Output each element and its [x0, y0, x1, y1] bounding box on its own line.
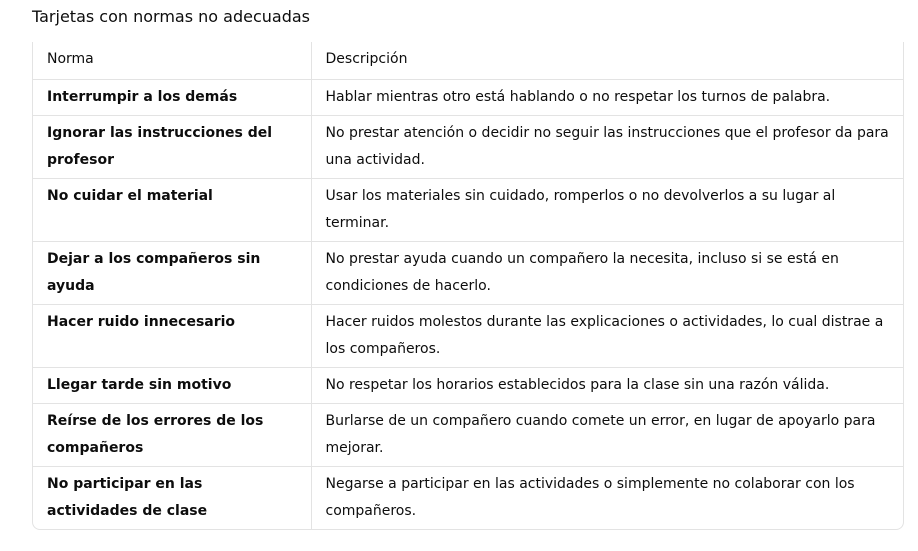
table-row [33, 467, 903, 530]
table-row [33, 179, 903, 242]
description-cell: Burlarse de un compañero cuando comete un error, en lugar de apoyarlo para mejorar. [311, 404, 903, 467]
norm-cell: No participar en las actividades de clase [33, 467, 311, 530]
norm-cell: Hacer ruido innecesario [33, 305, 311, 368]
table-header-row [33, 42, 903, 80]
description-cell: No prestar ayuda cuando un compañero la necesita, incluso si se está en condiciones de hacerlo. [311, 242, 903, 305]
column-header-descripcion: Descripción [311, 42, 903, 80]
norm-cell: Dejar a los compañeros sin ayuda [33, 242, 311, 305]
page-title: Tarjetas con normas no adecuadas [32, 7, 311, 26]
table-row [33, 404, 903, 467]
table-row [33, 242, 903, 305]
table-row [33, 80, 903, 116]
description-cell: Hablar mientras otro está hablando o no respetar los turnos de palabra. [311, 80, 903, 116]
norm-cell: Llegar tarde sin motivo [33, 368, 311, 404]
column-header-norma: Norma [33, 42, 311, 80]
table-row [33, 116, 903, 179]
description-cell: No respetar los horarios establecidos para la clase sin una razón válida. [311, 368, 903, 404]
description-cell: Usar los materiales sin cuidado, romperlos o no devolverlos a su lugar al terminar. [311, 179, 903, 242]
norm-cell: Interrumpir a los demás [33, 80, 311, 116]
table-row [33, 368, 903, 404]
norm-cell: No cuidar el material [33, 179, 311, 242]
description-cell: Negarse a participar en las actividades o simplemente no colaborar con los compañeros. [325, 476, 855, 519]
norms-table [33, 42, 903, 529]
norms-table-container [32, 42, 904, 530]
norm-cell: Ignorar las instrucciones del profesor [33, 116, 311, 179]
description-cell: No prestar atención o decidir no seguir las instrucciones que el profesor da para una actividad. [311, 116, 903, 179]
table-row [33, 305, 903, 368]
description-cell: Hacer ruidos molestos durante las explicaciones o actividades, lo cual distrae a los compañeros. [311, 305, 903, 368]
norm-cell: Reírse de los errores de los compañeros [33, 404, 311, 467]
